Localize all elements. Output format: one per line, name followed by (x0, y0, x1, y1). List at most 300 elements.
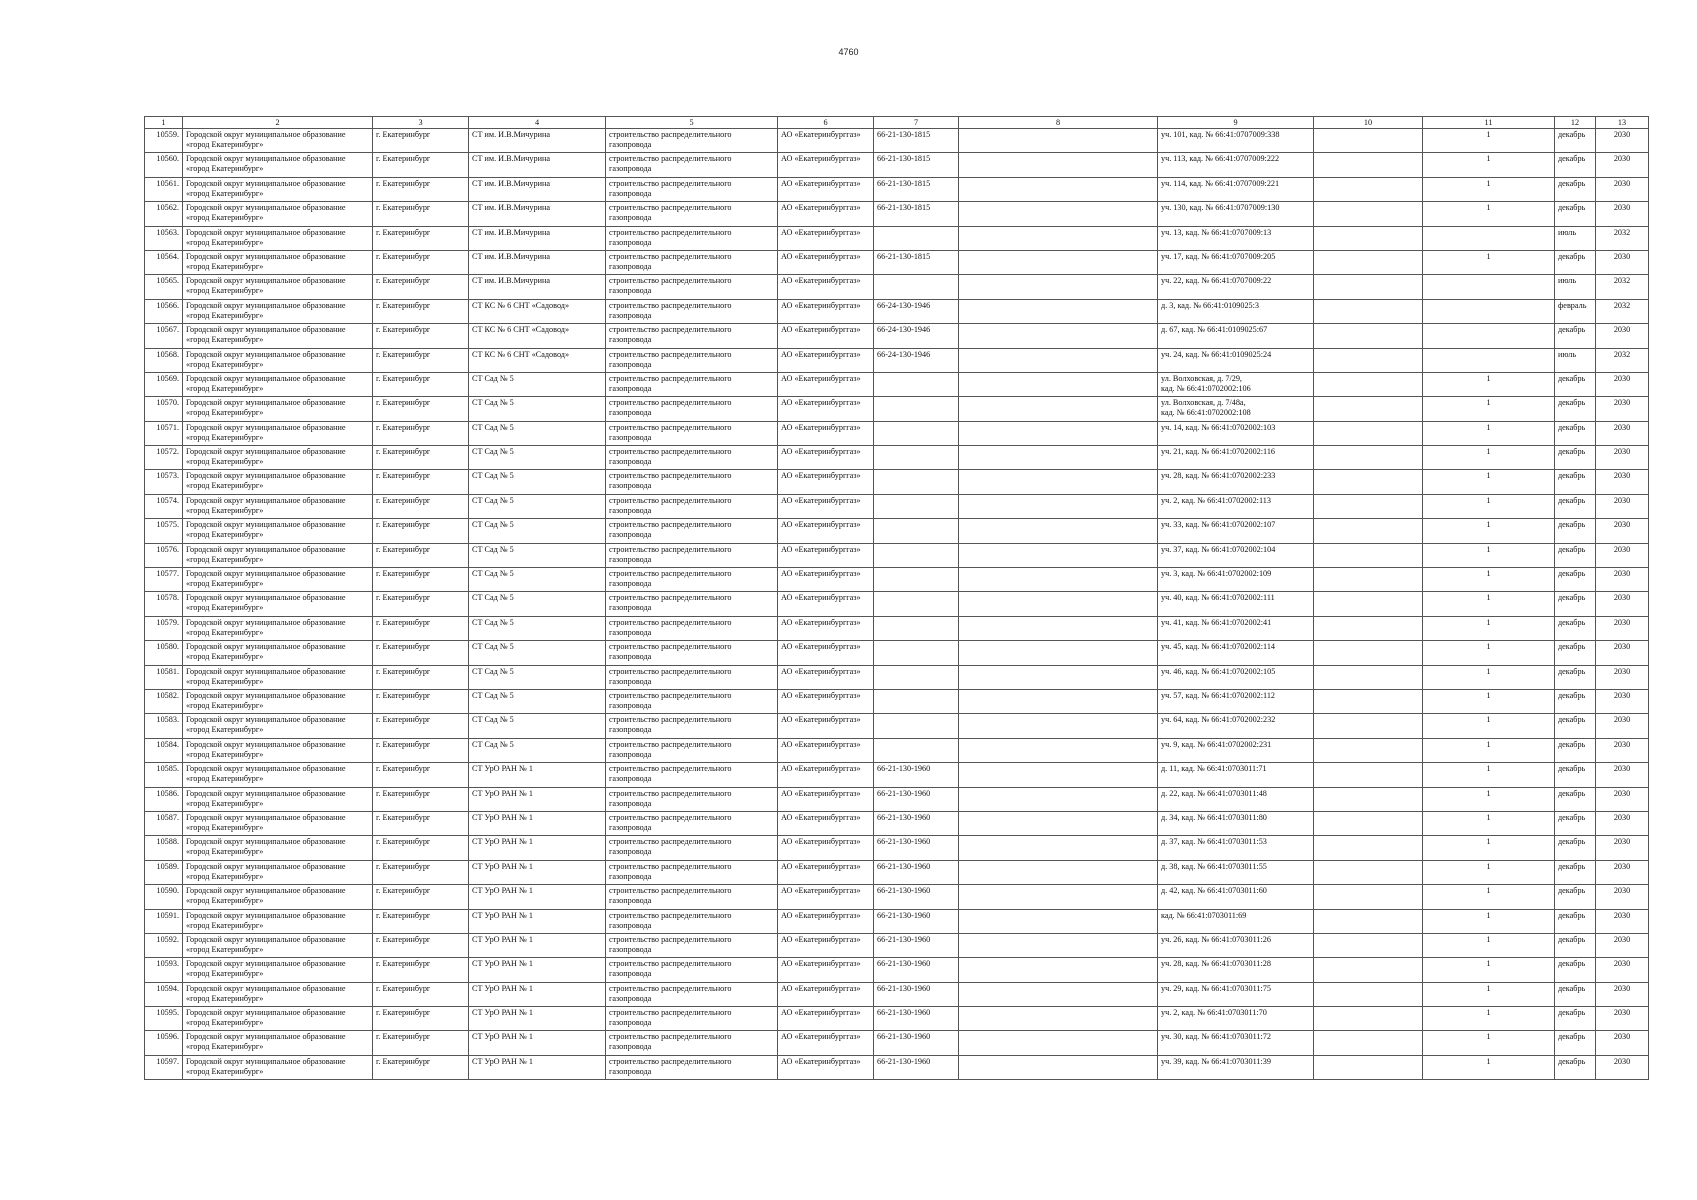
column-8-cell (959, 568, 1158, 592)
work-line: строительство распределительного (609, 983, 732, 993)
quantity-cell: 1 (1423, 129, 1555, 153)
permit-cell: 66-21-130-1960 (874, 933, 959, 957)
owner-line: «город Екатеринбург» (186, 627, 264, 637)
work-line: газопровода (609, 457, 652, 467)
column-10-cell (1314, 397, 1423, 421)
address-cell (1158, 202, 1314, 226)
permit-cell (874, 616, 959, 640)
permit-cell: 66-21-130-1960 (874, 958, 959, 982)
work-line: строительство распределительного (609, 398, 732, 408)
table-row (145, 397, 1649, 421)
year-cell: 2030 (1596, 324, 1649, 348)
work-line: строительство распределительного (609, 325, 732, 335)
permit-cell (874, 738, 959, 762)
owner-line: «город Екатеринбург» (186, 213, 264, 223)
year-cell: 2030 (1596, 763, 1649, 787)
row-number: 10579. (145, 616, 183, 640)
work-cell (606, 763, 778, 787)
organization-cell: АО «Екатеринбурггаз» (778, 592, 874, 616)
address-line: уч. 2, кад. № 66:41:0703011:70 (1161, 1008, 1267, 1018)
row-number: 10571. (145, 421, 183, 445)
row-number: 10597. (145, 1055, 183, 1079)
row-number: 10565. (145, 275, 183, 299)
organization-cell: АО «Екатеринбурггаз» (778, 446, 874, 470)
row-number: 10573. (145, 470, 183, 494)
quantity-cell: 1 (1423, 153, 1555, 177)
work-cell (606, 616, 778, 640)
column-10-cell (1314, 446, 1423, 470)
owner-cell (183, 568, 373, 592)
year-cell: 2030 (1596, 811, 1649, 835)
month-cell: декабрь (1555, 494, 1596, 518)
address-cell (1158, 324, 1314, 348)
owner-line: «город Екатеринбург» (186, 1018, 264, 1028)
address-line: уч. 13, кад. № 66:41:0707009:13 (1161, 227, 1272, 237)
quantity-cell: 1 (1423, 397, 1555, 421)
month-cell: декабрь (1555, 836, 1596, 860)
year-cell: 2032 (1596, 226, 1649, 250)
address-cell (1158, 568, 1314, 592)
quantity-cell: 1 (1423, 738, 1555, 762)
owner-cell (183, 348, 373, 372)
permit-cell: 66-24-130-1946 (874, 348, 959, 372)
work-line: газопровода (609, 140, 652, 149)
work-line: газопровода (609, 993, 652, 1003)
column-8-cell (959, 202, 1158, 226)
work-line: газопровода (609, 359, 652, 369)
quantity-cell: 1 (1423, 470, 1555, 494)
work-cell (606, 714, 778, 738)
table-row (145, 860, 1649, 884)
month-cell: декабрь (1555, 738, 1596, 762)
year-cell: 2030 (1596, 958, 1649, 982)
location-cell: СТ Сад № 5 (469, 397, 606, 421)
permit-cell (874, 543, 959, 567)
table-row (145, 738, 1649, 762)
work-line: строительство распределительного (609, 1032, 732, 1042)
work-line: газопровода (609, 408, 652, 418)
quantity-cell: 1 (1423, 1055, 1555, 1079)
year-cell: 2030 (1596, 641, 1649, 665)
location-cell: СТ Сад № 5 (469, 592, 606, 616)
city-cell: г. Екатеринбург (373, 616, 469, 640)
work-line: газопровода (609, 261, 652, 271)
city-cell: г. Екатеринбург (373, 250, 469, 274)
column-header: 4 (469, 117, 606, 129)
address-line: д. 38, кад. № 66:41:0703011:55 (1161, 861, 1267, 871)
permit-cell (874, 226, 959, 250)
work-line: строительство распределительного (609, 934, 732, 944)
work-cell (606, 421, 778, 445)
owner-line: Городской округ муниципальное образование (186, 1056, 346, 1066)
table-row (145, 1055, 1649, 1079)
quantity-cell: 1 (1423, 909, 1555, 933)
row-number: 10562. (145, 202, 183, 226)
address-cell (1158, 641, 1314, 665)
city-cell: г. Екатеринбург (373, 641, 469, 665)
column-10-cell (1314, 811, 1423, 835)
address-line: уч. 64, кад. № 66:41:0702002:232 (1161, 715, 1276, 725)
row-number: 10566. (145, 299, 183, 323)
work-line: газопровода (609, 335, 652, 345)
work-line: газопровода (609, 310, 652, 320)
address-cell (1158, 787, 1314, 811)
city-cell: г. Екатеринбург (373, 592, 469, 616)
organization-cell: АО «Екатеринбурггаз» (778, 665, 874, 689)
owner-cell (183, 177, 373, 201)
address-line: уч. 114, кад. № 66:41:0707009:221 (1161, 178, 1280, 188)
location-cell: СТ УрО РАН № 1 (469, 885, 606, 909)
city-cell: г. Екатеринбург (373, 787, 469, 811)
location-cell: СТ Сад № 5 (469, 372, 606, 396)
work-line: строительство распределительного (609, 593, 732, 603)
work-cell (606, 153, 778, 177)
column-8-cell (959, 1007, 1158, 1031)
row-number: 10576. (145, 543, 183, 567)
address-line: уч. 57, кад. № 66:41:0702002:112 (1161, 690, 1276, 700)
row-number: 10569. (145, 372, 183, 396)
page-number: 4760 (838, 47, 859, 57)
city-cell: г. Екатеринбург (373, 763, 469, 787)
row-number: 10574. (145, 494, 183, 518)
row-number: 10587. (145, 811, 183, 835)
row-number: 10592. (145, 933, 183, 957)
work-cell (606, 372, 778, 396)
address-cell (1158, 714, 1314, 738)
work-line: строительство распределительного (609, 544, 732, 554)
work-cell (606, 299, 778, 323)
work-line: газопровода (609, 920, 652, 930)
column-8-cell (959, 1055, 1158, 1079)
work-cell (606, 641, 778, 665)
column-header: 12 (1555, 117, 1596, 129)
table-row (145, 1007, 1649, 1031)
column-8-cell (959, 982, 1158, 1006)
work-line: газопровода (609, 822, 652, 832)
work-line: газопровода (609, 1042, 652, 1052)
owner-cell (183, 372, 373, 396)
column-8-cell (959, 860, 1158, 884)
permit-cell: 66-21-130-1960 (874, 763, 959, 787)
owner-line: «город Екатеринбург» (186, 920, 264, 930)
work-line: газопровода (609, 774, 652, 784)
owner-line: «город Екатеринбург» (186, 554, 264, 564)
work-line: строительство распределительного (609, 788, 732, 798)
table-row (145, 933, 1649, 957)
address-cell (1158, 494, 1314, 518)
owner-line: «город Екатеринбург» (186, 603, 264, 613)
table-row (145, 909, 1649, 933)
owner-line: Городской округ муниципальное образование (186, 812, 346, 822)
address-cell (1158, 543, 1314, 567)
permit-cell: 66-21-130-1960 (874, 1007, 959, 1031)
row-number: 10568. (145, 348, 183, 372)
work-line: строительство распределительного (609, 764, 732, 774)
owner-line: «город Екатеринбург» (186, 725, 264, 735)
quantity-cell: 1 (1423, 592, 1555, 616)
work-line: строительство распределительного (609, 349, 732, 359)
owner-line: «город Екатеринбург» (186, 432, 264, 442)
owner-line: «город Екатеринбург» (186, 408, 264, 418)
table-row (145, 543, 1649, 567)
owner-cell (183, 885, 373, 909)
organization-cell: АО «Екатеринбурггаз» (778, 689, 874, 713)
permit-cell: 66-21-130-1815 (874, 153, 959, 177)
year-cell: 2032 (1596, 348, 1649, 372)
row-number: 10578. (145, 592, 183, 616)
owner-line: «город Екатеринбург» (186, 700, 264, 710)
column-8-cell (959, 616, 1158, 640)
owner-line: Городской округ муниципальное образование (186, 447, 346, 457)
row-number: 10582. (145, 689, 183, 713)
quantity-cell: 1 (1423, 641, 1555, 665)
owner-cell (183, 250, 373, 274)
work-cell (606, 275, 778, 299)
work-line: строительство распределительного (609, 886, 732, 896)
column-10-cell (1314, 1007, 1423, 1031)
work-cell (606, 665, 778, 689)
owner-cell (183, 982, 373, 1006)
work-line: газопровода (609, 1018, 652, 1028)
year-cell: 2030 (1596, 470, 1649, 494)
row-number: 10588. (145, 836, 183, 860)
work-line: строительство распределительного (609, 861, 732, 871)
year-cell: 2030 (1596, 494, 1649, 518)
column-header: 9 (1158, 117, 1314, 129)
table-row (145, 324, 1649, 348)
column-header: 3 (373, 117, 469, 129)
table-row (145, 641, 1649, 665)
quantity-cell: 1 (1423, 543, 1555, 567)
column-header: 7 (874, 117, 959, 129)
location-cell: СТ КС № 6 СНТ «Садовод» (469, 324, 606, 348)
permit-cell (874, 641, 959, 665)
quantity-cell: 1 (1423, 836, 1555, 860)
permit-cell (874, 714, 959, 738)
work-line: газопровода (609, 627, 652, 637)
quantity-cell: 1 (1423, 616, 1555, 640)
owner-cell (183, 1055, 373, 1079)
work-cell (606, 324, 778, 348)
month-cell: декабрь (1555, 811, 1596, 835)
work-line: газопровода (609, 530, 652, 540)
table-row (145, 226, 1649, 250)
address-line: д. 37, кад. № 66:41:0703011:53 (1161, 837, 1267, 847)
column-10-cell (1314, 519, 1423, 543)
month-cell: декабрь (1555, 1031, 1596, 1055)
city-cell: г. Екатеринбург (373, 421, 469, 445)
table-row (145, 470, 1649, 494)
address-line: кад. № 66:41:0702002:108 (1161, 408, 1251, 418)
organization-cell: АО «Екатеринбурггаз» (778, 641, 874, 665)
month-cell: декабрь (1555, 568, 1596, 592)
permit-cell: 66-21-130-1960 (874, 982, 959, 1006)
organization-cell: АО «Екатеринбурггаз» (778, 885, 874, 909)
organization-cell: АО «Екатеринбурггаз» (778, 519, 874, 543)
column-8-cell (959, 738, 1158, 762)
table-row (145, 1031, 1649, 1055)
location-cell: СТ Сад № 5 (469, 568, 606, 592)
work-line: строительство распределительного (609, 715, 732, 725)
owner-line: Городской округ муниципальное образование (186, 861, 346, 871)
address-line: уч. 2, кад. № 66:41:0702002:113 (1161, 495, 1271, 505)
work-line: газопровода (609, 603, 652, 613)
year-cell: 2030 (1596, 836, 1649, 860)
month-cell: декабрь (1555, 1007, 1596, 1031)
owner-line: Городской округ муниципальное образование (186, 349, 346, 359)
city-cell: г. Екатеринбург (373, 202, 469, 226)
address-line: уч. 113, кад. № 66:41:0707009:222 (1161, 154, 1280, 164)
organization-cell: АО «Екатеринбурггаз» (778, 275, 874, 299)
month-cell: декабрь (1555, 592, 1596, 616)
owner-line: Городской округ муниципальное образование (186, 569, 346, 579)
work-line: строительство распределительного (609, 471, 732, 481)
year-cell: 2030 (1596, 543, 1649, 567)
column-10-cell (1314, 616, 1423, 640)
row-number: 10589. (145, 860, 183, 884)
month-cell: декабрь (1555, 153, 1596, 177)
city-cell: г. Екатеринбург (373, 372, 469, 396)
work-line: строительство распределительного (609, 910, 732, 920)
column-8-cell (959, 811, 1158, 835)
organization-cell: АО «Екатеринбурггаз» (778, 470, 874, 494)
owner-line: «город Екатеринбург» (186, 335, 264, 345)
organization-cell: АО «Екатеринбурггаз» (778, 787, 874, 811)
column-8-cell (959, 641, 1158, 665)
column-10-cell (1314, 641, 1423, 665)
permit-cell (874, 494, 959, 518)
month-cell: декабрь (1555, 177, 1596, 201)
quantity-cell: 1 (1423, 519, 1555, 543)
table-row (145, 519, 1649, 543)
address-line: кад. № 66:41:0703011:69 (1161, 910, 1247, 920)
table-row (145, 177, 1649, 201)
owner-cell (183, 494, 373, 518)
owner-cell (183, 909, 373, 933)
column-10-cell (1314, 787, 1423, 811)
city-cell: г. Екатеринбург (373, 1031, 469, 1055)
row-number: 10595. (145, 1007, 183, 1031)
city-cell: г. Екатеринбург (373, 836, 469, 860)
year-cell: 2030 (1596, 689, 1649, 713)
work-cell (606, 397, 778, 421)
month-cell: декабрь (1555, 324, 1596, 348)
owner-line: Городской округ муниципальное образование (186, 788, 346, 798)
work-cell (606, 1055, 778, 1079)
location-cell: СТ им. И.В.Мичурина (469, 202, 606, 226)
owner-line: Городской округ муниципальное образование (186, 886, 346, 896)
owner-cell (183, 763, 373, 787)
address-line: д. 11, кад. № 66:41:0703011:71 (1161, 764, 1267, 774)
column-8-cell (959, 470, 1158, 494)
owner-line: Городской округ муниципальное образование (186, 1008, 346, 1018)
owner-line: Городской округ муниципальное образование (186, 300, 346, 310)
work-line: газопровода (609, 871, 652, 881)
owner-cell (183, 689, 373, 713)
column-10-cell (1314, 129, 1423, 153)
address-cell (1158, 226, 1314, 250)
address-cell (1158, 689, 1314, 713)
work-line: газопровода (609, 164, 652, 174)
table-row (145, 616, 1649, 640)
column-10-cell (1314, 909, 1423, 933)
owner-line: «город Екатеринбург» (186, 798, 264, 808)
permit-cell: 66-21-130-1815 (874, 129, 959, 153)
owner-cell (183, 714, 373, 738)
owner-cell (183, 129, 373, 153)
year-cell: 2030 (1596, 909, 1649, 933)
quantity-cell: 1 (1423, 787, 1555, 811)
organization-cell: АО «Екатеринбурггаз» (778, 250, 874, 274)
owner-line: Городской округ муниципальное образование (186, 130, 346, 139)
column-8-cell (959, 226, 1158, 250)
column-8-cell (959, 446, 1158, 470)
address-line: уч. 39, кад. № 66:41:0703011:39 (1161, 1056, 1271, 1066)
year-cell: 2030 (1596, 616, 1649, 640)
year-cell: 2032 (1596, 299, 1649, 323)
permit-cell (874, 397, 959, 421)
address-line: уч. 46, кад. № 66:41:0702002:105 (1161, 666, 1276, 676)
work-line: строительство распределительного (609, 447, 732, 457)
owner-line: «город Екатеринбург» (186, 579, 264, 589)
city-cell: г. Екатеринбург (373, 738, 469, 762)
work-cell (606, 982, 778, 1006)
column-8-cell (959, 1031, 1158, 1055)
row-number: 10561. (145, 177, 183, 201)
column-10-cell (1314, 738, 1423, 762)
work-line: строительство распределительного (609, 666, 732, 676)
address-line: уч. 17, кад. № 66:41:0707009:205 (1161, 251, 1276, 261)
organization-cell: АО «Екатеринбурггаз» (778, 1031, 874, 1055)
table-row (145, 592, 1649, 616)
address-cell (1158, 275, 1314, 299)
row-number: 10583. (145, 714, 183, 738)
column-header: 10 (1314, 117, 1423, 129)
column-10-cell (1314, 494, 1423, 518)
column-8-cell (959, 397, 1158, 421)
owner-line: Городской округ муниципальное образование (186, 593, 346, 603)
column-8-cell (959, 494, 1158, 518)
work-line: газопровода (609, 383, 652, 393)
work-line: газопровода (609, 1066, 652, 1076)
address-cell (1158, 299, 1314, 323)
owner-line: «город Екатеринбург» (186, 652, 264, 662)
quantity-cell: 1 (1423, 933, 1555, 957)
work-line: строительство распределительного (609, 959, 732, 969)
column-10-cell (1314, 933, 1423, 957)
location-cell: СТ УрО РАН № 1 (469, 1055, 606, 1079)
month-cell: декабрь (1555, 933, 1596, 957)
work-cell (606, 811, 778, 835)
header-row (145, 117, 1649, 129)
owner-line: Городской округ муниципальное образование (186, 690, 346, 700)
row-number: 10563. (145, 226, 183, 250)
owner-cell (183, 811, 373, 835)
year-cell: 2030 (1596, 250, 1649, 274)
quantity-cell (1423, 299, 1555, 323)
location-cell: СТ им. И.В.Мичурина (469, 177, 606, 201)
work-cell (606, 860, 778, 884)
year-cell: 2030 (1596, 568, 1649, 592)
location-cell: СТ КС № 6 СНТ «Садовод» (469, 299, 606, 323)
table-row (145, 250, 1649, 274)
year-cell: 2030 (1596, 446, 1649, 470)
permit-cell: 66-21-130-1815 (874, 250, 959, 274)
year-cell: 2030 (1596, 153, 1649, 177)
city-cell: г. Екатеринбург (373, 543, 469, 567)
city-cell: г. Екатеринбург (373, 958, 469, 982)
owner-line: «город Екатеринбург» (186, 969, 264, 979)
